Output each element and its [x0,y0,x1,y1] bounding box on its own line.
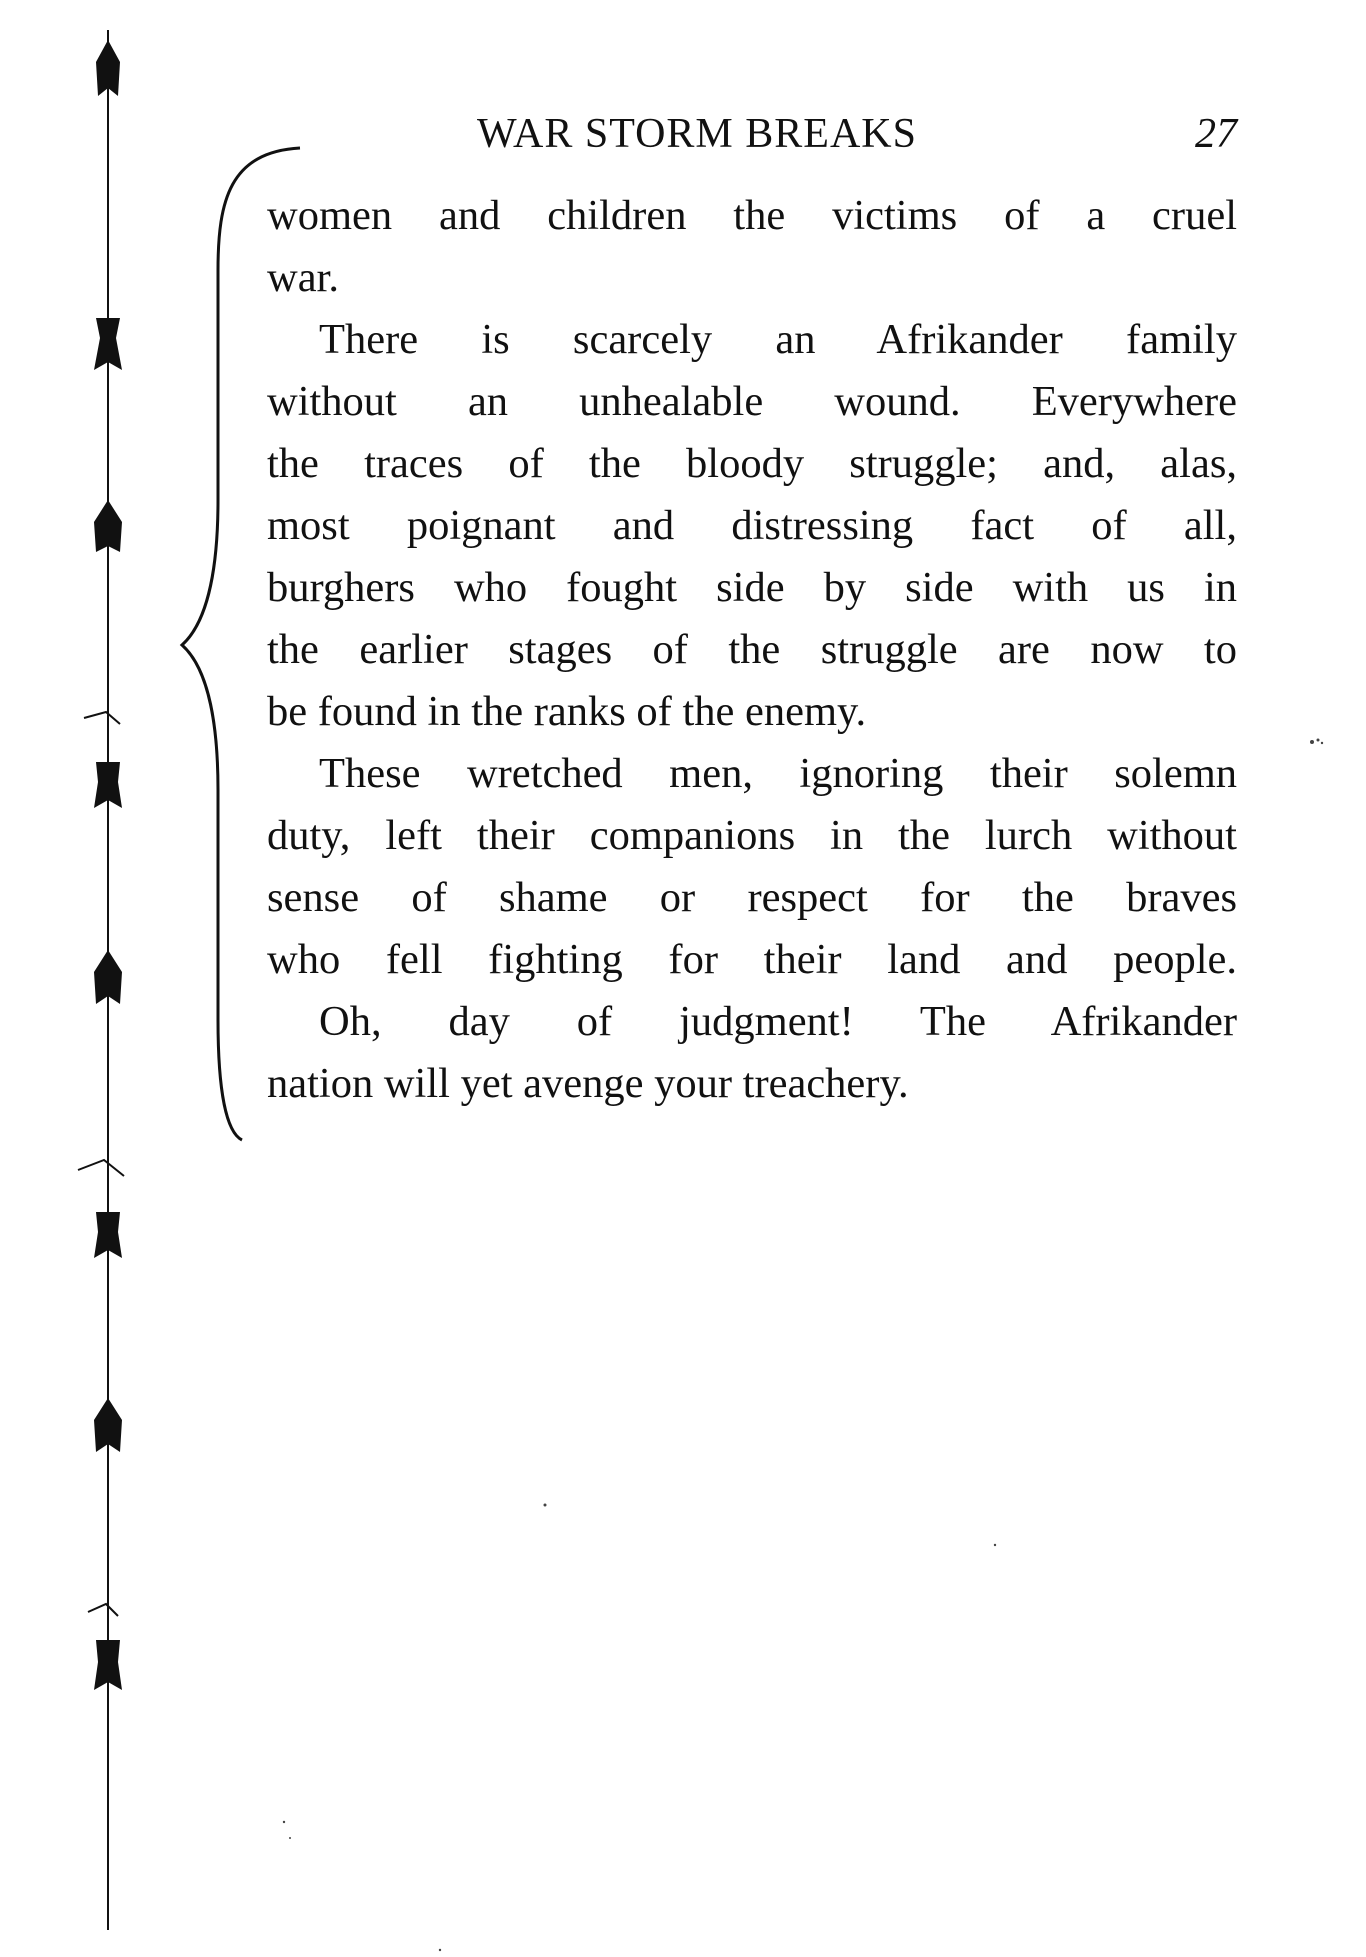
text-line: women and children the victims of a cruel [267,192,1237,239]
text-line: the traces of the bloody struggle; and, alas, [267,440,1237,487]
text-line: most poignant and distressing fact of all, [267,502,1237,549]
body-text [267,185,1237,1115]
text-line: war. [267,254,339,301]
text-line: Oh, day of judgment! The Afrikander [319,998,1237,1045]
text-line: be found in the ranks of the enemy. [267,688,867,735]
running-title: WAR STORM BREAKS [477,111,917,157]
text-line: These wretched men, ignoring their solemn [319,750,1237,797]
text-line: There is scarcely an Afrikander family [319,316,1237,363]
text-line: who fell fighting for their land and people. [267,936,1237,983]
text-line: sense of shame or respect for the braves [267,874,1237,921]
text-line: without an unhealable wound. Everywhere [267,378,1237,425]
text-line: duty, left their companions in the lurch without [267,812,1237,859]
text-line: burghers who fought side by side with us in [267,564,1237,611]
text-line: nation will yet avenge your treachery. [267,1060,909,1107]
running-head [267,110,1237,170]
text-line: the earlier stages of the struggle are now to [267,626,1237,673]
page-number: 27 [1195,111,1237,157]
